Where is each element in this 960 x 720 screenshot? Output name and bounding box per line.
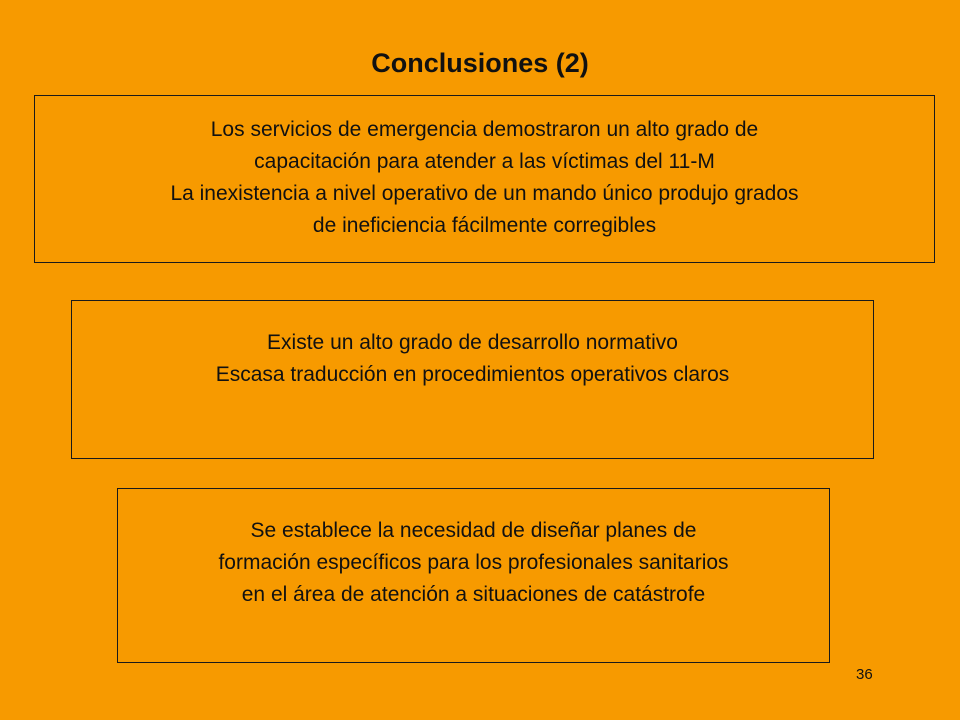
slide-title: Conclusiones (2) [371,48,589,78]
box1-line: Los servicios de emergencia demostraron un alto grado de [210,118,759,141]
conclusion-box-regulatory [71,300,874,459]
box1-line: capacitación para atender a las víctimas del 11-M [254,150,715,173]
box2-line: Escasa traducción en procedimientos operativos claros [215,363,730,386]
box2-line: Existe un alto grado de desarrollo normativo [267,331,678,354]
conclusion-box-emergency-services [34,95,935,263]
box1-line: de ineficiencia fácilmente corregibles [312,214,657,237]
box1-line: La inexistencia a nivel operativo de un mando único produjo grados [170,182,799,205]
box3-line: en el área de atención a situaciones de catástrofe [241,583,706,606]
box3-line: Se establece la necesidad de diseñar planes de [250,519,697,542]
box3-line: formación específicos para los profesionales sanitarios [218,551,729,574]
conclusion-box-training [117,488,830,663]
page-number: 36 [856,666,873,683]
